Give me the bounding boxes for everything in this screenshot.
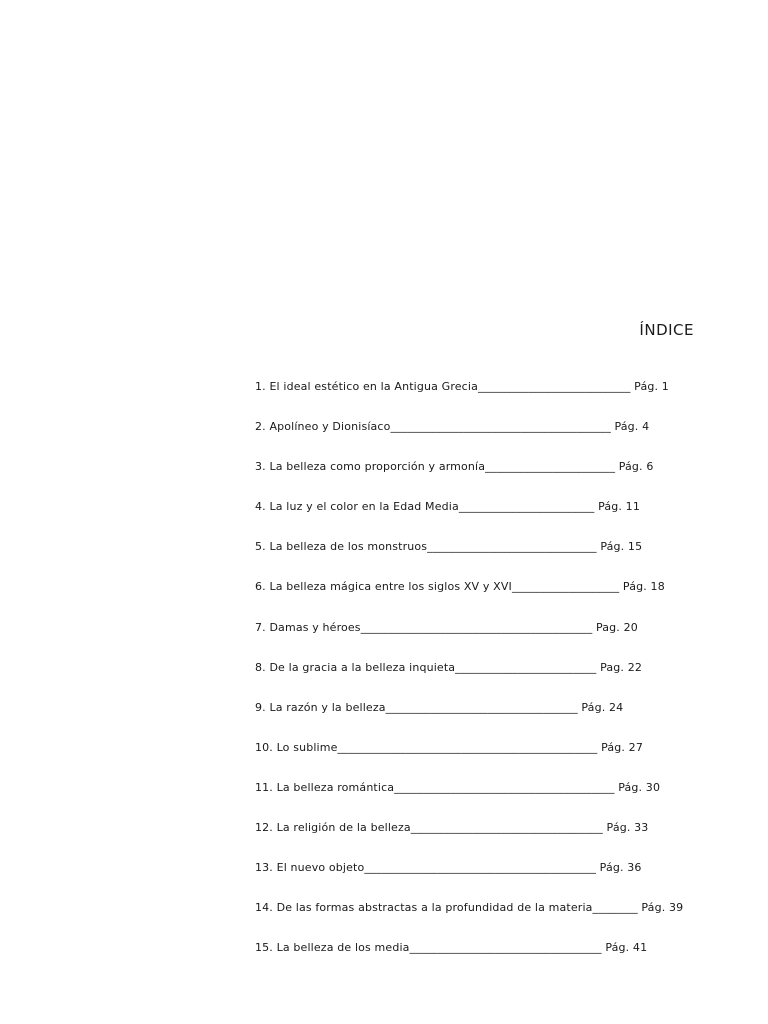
toc-entry-text: 9. La razón y la belleza__________________________________ Pág. 24	[255, 700, 624, 714]
toc-entry	[255, 575, 695, 615]
toc-entry-text: 11. La belleza romántica_______________________________________ Pág. 30	[255, 780, 661, 794]
toc-entry-text: 13. El nuevo objeto_________________________________________ Pág. 36	[255, 861, 642, 875]
toc-entry	[255, 896, 695, 936]
toc-entry	[255, 856, 695, 896]
toc-entry-text: 6. La belleza mágica entre los siglos XV y XVI___________________ Pág. 18	[255, 580, 665, 594]
toc-title: ÍNDICE	[639, 321, 694, 339]
toc-entry	[255, 696, 695, 736]
toc-entry	[255, 495, 695, 535]
toc-entry	[255, 616, 695, 656]
toc-entry-text: 12. La religión de la belleza__________________________________ Pág. 33	[255, 821, 649, 835]
toc-entry	[255, 936, 695, 976]
toc-entry-text: 3. La belleza como proporción y armonía_______________________ Pág. 6	[255, 460, 654, 474]
toc-entry	[255, 455, 695, 495]
toc-entry	[255, 375, 695, 415]
toc-entry	[255, 816, 695, 856]
toc-entry	[255, 776, 695, 816]
toc-entry-text: 1. El ideal estético en la Antigua Grecia___________________________ Pág. 1	[255, 380, 669, 393]
toc-entry-text: 8. De la gracia a la belleza inquieta_________________________ Pag. 22	[255, 660, 642, 674]
toc-entry-text: 2. Apolíneo y Dionisíaco_______________________________________ Pág. 4	[255, 420, 650, 434]
toc-entry-text: 15. La belleza de los media__________________________________ Pág. 41	[255, 941, 648, 955]
toc-entry-text: 5. La belleza de los monstruos______________________________ Pág. 15	[255, 540, 643, 554]
toc-list	[255, 375, 695, 976]
toc-entry	[255, 415, 695, 455]
toc-entry	[255, 656, 695, 696]
toc-entry-text: 10. Lo sublime______________________________________________ Pág. 27	[255, 740, 643, 754]
toc-entry-text: 7. Damas y héroes_________________________________________ Pag. 20	[255, 620, 638, 634]
toc-entry-text: 4. La luz y el color en la Edad Media________________________ Pág. 11	[255, 500, 640, 514]
toc-entry	[255, 535, 695, 575]
toc-entry-text: 14. De las formas abstractas a la profundidad de la materia________ Pág. 39	[255, 901, 684, 915]
toc-entry	[255, 736, 695, 776]
